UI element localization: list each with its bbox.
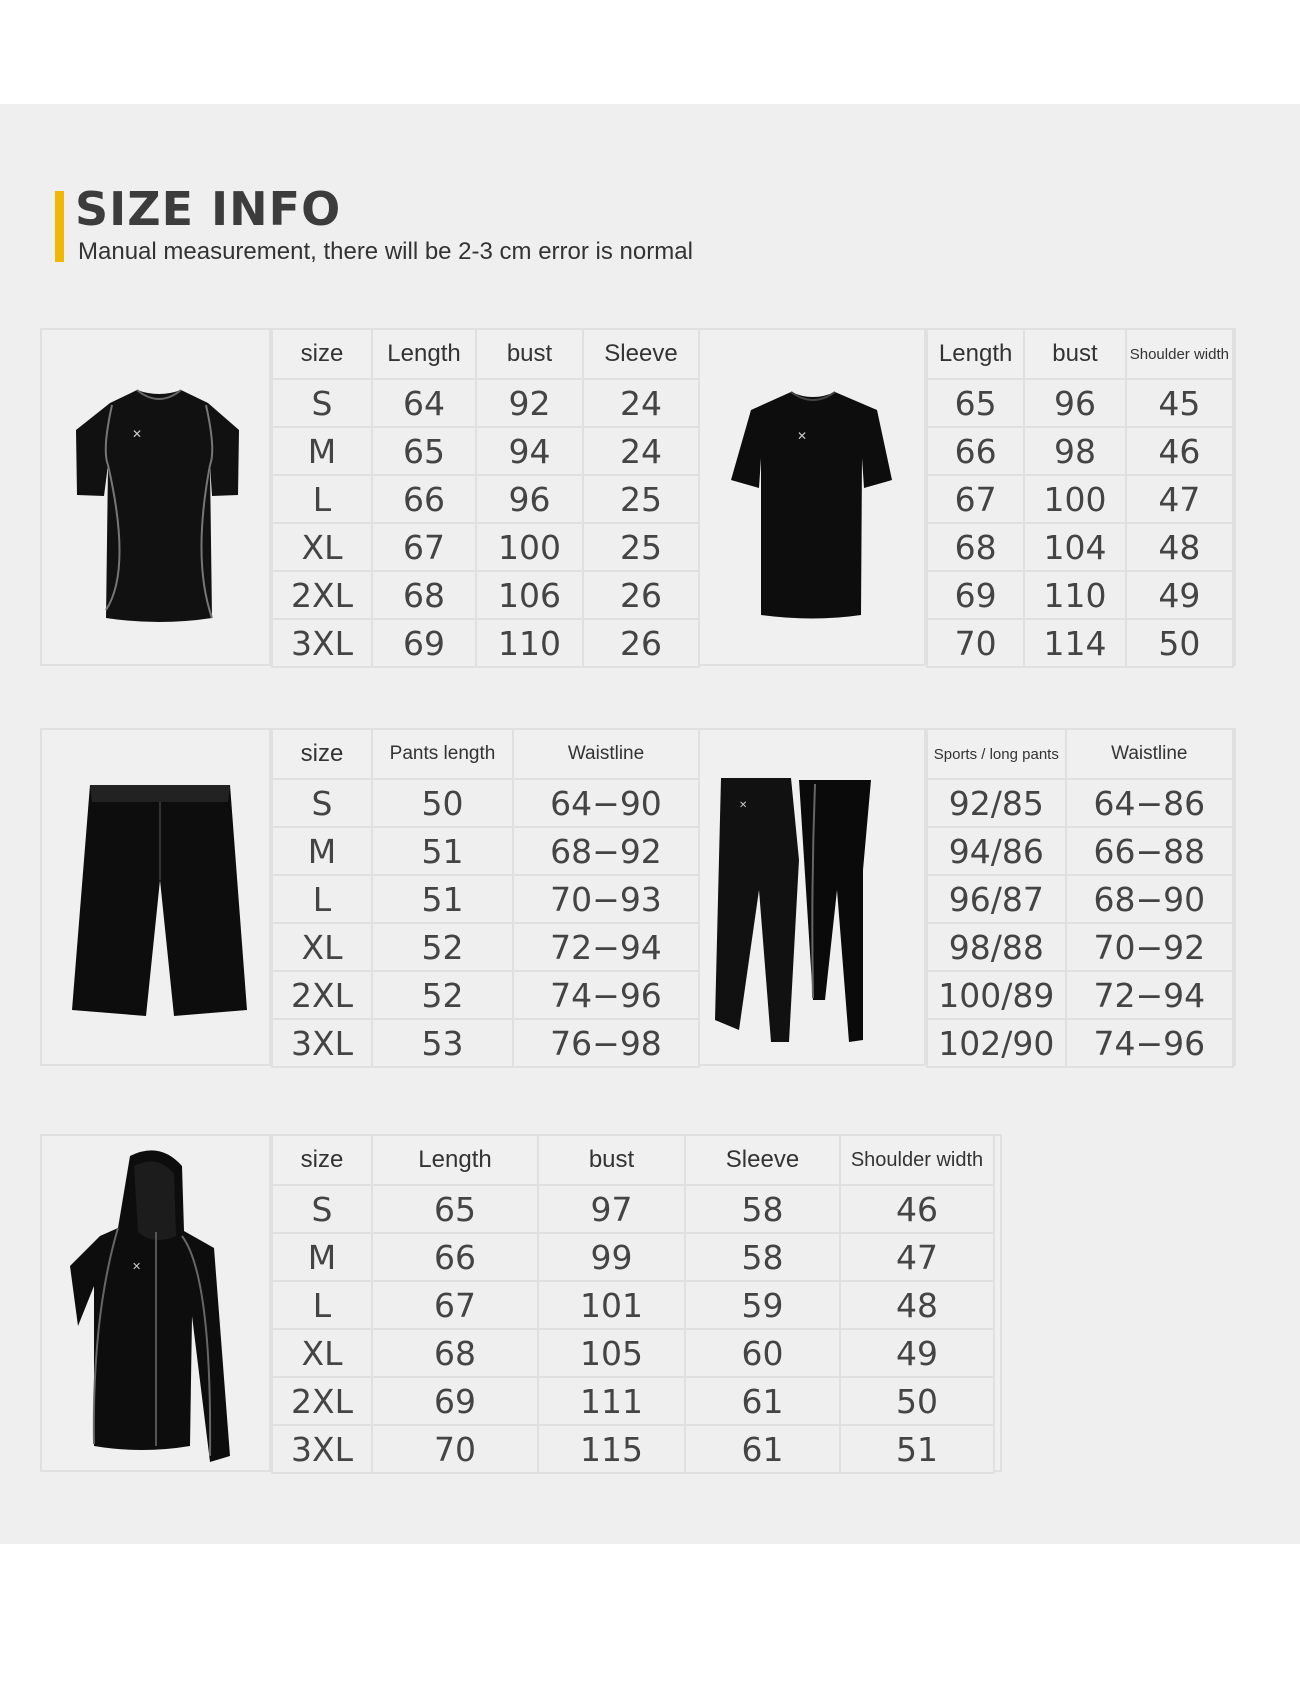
table-row [272,1233,994,1281]
compression-shirt-icon [42,330,271,664]
table-row [272,1377,994,1425]
shorts-table [271,728,700,1068]
table-cell: 60 [685,1329,840,1377]
table-cell: 58 [685,1185,840,1233]
table-cell: XL [272,523,372,571]
col-header-length: Length [372,1135,538,1185]
table-cell: 52 [372,971,513,1019]
table-cell: 66−88 [1066,827,1233,875]
table-cell: 102/90 [927,1019,1066,1067]
long-pants-image [697,730,926,1064]
col-header-size: size [272,1135,372,1185]
table-cell: 24 [583,379,699,427]
table-cell: 114 [1024,619,1125,667]
table-cell: 65 [927,379,1024,427]
table-cell: 49 [840,1329,994,1377]
table-cell: 2XL [272,1377,372,1425]
table-cell: 66 [372,1233,538,1281]
table-cell: 2XL [272,971,372,1019]
table-cell: 67 [372,523,476,571]
col-header-bust: bust [1024,329,1125,379]
table-cell: 47 [1126,475,1233,523]
table-cell: S [272,1185,372,1233]
table-cell: 98 [1024,427,1125,475]
table-cell: 3XL [272,1425,372,1473]
col-header-length: Length [372,329,476,379]
table-cell: 64−90 [513,779,699,827]
hoodie-image [42,1136,271,1470]
table-cell: 65 [372,427,476,475]
hoodie-jacket-icon [42,1136,271,1470]
svg-text:✕: ✕ [132,427,143,441]
col-header-waistline: Waistline [513,729,699,779]
table-cell: 68−90 [1066,875,1233,923]
page-subtitle: Manual measurement, there will be 2-3 cm error is normal [78,238,693,265]
col-header-bust: bust [476,329,583,379]
col-header-shoulder-width: Shoulder width [840,1135,994,1185]
loose-tee-table [926,328,1234,668]
table-cell: 67 [927,475,1024,523]
table-cell: 94 [476,427,583,475]
long-pants-table [926,728,1234,1068]
col-header-waistline: Waistline [1066,729,1233,779]
table-cell: 92/85 [927,779,1066,827]
compression-shirt-image [42,330,271,664]
table-cell: 106 [476,571,583,619]
shorts-image [42,730,271,1064]
table-cell: 94/86 [927,827,1066,875]
table-cell: L [272,875,372,923]
table-row [272,875,699,923]
table-cell: 66 [372,475,476,523]
table-cell: 99 [538,1233,685,1281]
table-cell: 66 [927,427,1024,475]
table-cell: 49 [1126,571,1233,619]
pants-size-block [40,728,1236,1066]
table-cell: 3XL [272,619,372,667]
table-row [272,1425,994,1473]
compression-tee-table [271,328,700,668]
table-cell: 110 [1024,571,1125,619]
table-cell: M [272,827,372,875]
table-cell: 52 [372,923,513,971]
table-cell: 50 [1126,619,1233,667]
svg-text:✕: ✕ [797,429,808,443]
table-row [272,1281,994,1329]
table-cell: 50 [840,1377,994,1425]
col-header-bust: bust [538,1135,685,1185]
page-title: SIZE INFO [75,182,342,236]
col-header-sleeve: Sleeve [583,329,699,379]
table-cell: 96 [476,475,583,523]
table-cell: 72−94 [1066,971,1233,1019]
table-cell: 51 [372,875,513,923]
table-cell: 47 [840,1233,994,1281]
table-cell: 96 [1024,379,1125,427]
table-cell: 110 [476,619,583,667]
table-cell: 67 [372,1281,538,1329]
table-row [272,779,699,827]
table-row [927,619,1233,667]
table-cell: 46 [840,1185,994,1233]
table-cell: 64−86 [1066,779,1233,827]
table-cell: 68 [372,1329,538,1377]
table-row [927,523,1233,571]
table-cell: L [272,1281,372,1329]
table-cell: 25 [583,523,699,571]
table-row [927,427,1233,475]
table-cell: 24 [583,427,699,475]
table-cell: 51 [372,827,513,875]
col-header-sports-long-pants: Sports / long pants [927,729,1066,779]
table-cell: 65 [372,1185,538,1233]
title-accent-bar [55,191,64,262]
table-row [272,379,699,427]
table-cell: 70 [927,619,1024,667]
table-cell: 104 [1024,523,1125,571]
table-row [927,779,1233,827]
table-cell: 48 [1126,523,1233,571]
table-row [272,427,699,475]
table-cell: XL [272,1329,372,1377]
table-cell: 50 [372,779,513,827]
col-header-pants-length: Pants length [372,729,513,779]
col-header-length: Length [927,329,1024,379]
table-cell: 26 [583,571,699,619]
table-row [927,971,1233,1019]
table-cell: 51 [840,1425,994,1473]
table-cell: M [272,427,372,475]
col-header-size: size [272,329,372,379]
table-row [272,827,699,875]
long-pants-icon [699,730,926,1064]
table-cell: 72−94 [513,923,699,971]
table-cell: 70 [372,1425,538,1473]
svg-text:✕: ✕ [739,800,748,811]
table-cell: 2XL [272,571,372,619]
table-cell: 111 [538,1377,685,1425]
table-cell: M [272,1233,372,1281]
table-cell: 100/89 [927,971,1066,1019]
svg-text:✕: ✕ [132,1260,142,1273]
table-cell: 61 [685,1377,840,1425]
table-cell: 53 [372,1019,513,1067]
table-cell: 96/87 [927,875,1066,923]
table-cell: 3XL [272,1019,372,1067]
table-cell: 74−96 [1066,1019,1233,1067]
table-cell: 68 [372,571,476,619]
shorts-icon [42,730,271,1064]
table-row [927,1019,1233,1067]
table-cell: 100 [476,523,583,571]
table-row [927,379,1233,427]
tshirt-icon [699,330,926,664]
table-cell: L [272,475,372,523]
table-cell: 92 [476,379,583,427]
table-cell: 115 [538,1425,685,1473]
table-row [272,523,699,571]
table-cell: 105 [538,1329,685,1377]
table-cell: 70−92 [1066,923,1233,971]
table-cell: 70−93 [513,875,699,923]
table-cell: 97 [538,1185,685,1233]
table-cell: S [272,379,372,427]
table-row [272,971,699,1019]
table-cell: 26 [583,619,699,667]
table-cell: 45 [1126,379,1233,427]
col-header-size: size [272,729,372,779]
hoodie-table [271,1134,995,1474]
table-cell: 68−92 [513,827,699,875]
table-cell: 69 [372,1377,538,1425]
table-row [927,875,1233,923]
table-cell: 48 [840,1281,994,1329]
table-cell: 64 [372,379,476,427]
table-cell: S [272,779,372,827]
table-cell: 46 [1126,427,1233,475]
table-row [272,571,699,619]
table-row [272,1019,699,1067]
table-cell: 101 [538,1281,685,1329]
table-cell: 76−98 [513,1019,699,1067]
table-row [272,475,699,523]
table-row [272,619,699,667]
table-row [272,1329,994,1377]
table-cell: 25 [583,475,699,523]
table-row [927,923,1233,971]
col-header-shoulder-width: Shoulder width [1126,329,1233,379]
table-cell: 58 [685,1233,840,1281]
table-row [272,1185,994,1233]
tshirt-size-block [40,328,1236,666]
table-row [272,923,699,971]
table-cell: 61 [685,1425,840,1473]
table-cell: XL [272,923,372,971]
table-cell: 59 [685,1281,840,1329]
col-header-sleeve: Sleeve [685,1135,840,1185]
hoodie-size-block [40,1134,1002,1472]
table-cell: 69 [372,619,476,667]
table-cell: 100 [1024,475,1125,523]
table-cell: 98/88 [927,923,1066,971]
table-row [927,475,1233,523]
table-cell: 68 [927,523,1024,571]
table-cell: 69 [927,571,1024,619]
table-row [927,827,1233,875]
loose-tshirt-image [697,330,926,664]
table-cell: 74−96 [513,971,699,1019]
table-row [927,571,1233,619]
